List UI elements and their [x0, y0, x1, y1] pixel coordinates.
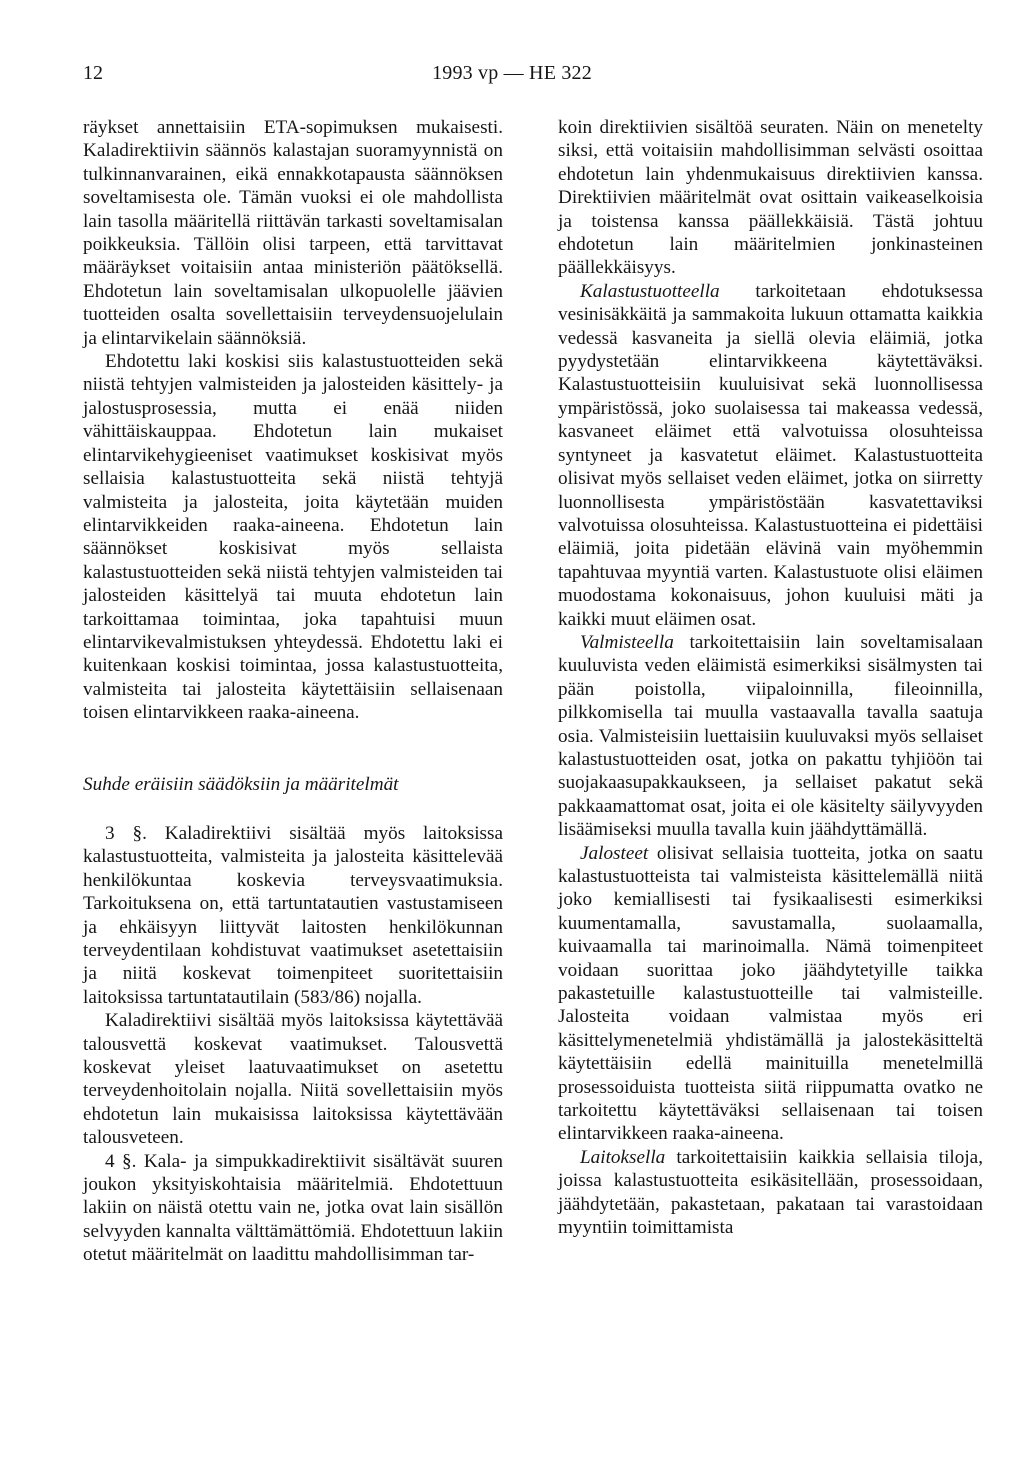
defined-term: Laitoksella — [580, 1146, 666, 1168]
paragraph: 3 §. Kaladirektiivi sisältää myös laitoksissa kalastustuotteita, valmisteita ja jalosteita käsittelevää henkilökuntaa koskevia terveysvaatimuksia. Tarkoituksena on, että tartuntatautien vastustamiseen ja ehkäisyyn liittyvät laitosten henkilökunnan terveydentilaan kohdistuvat vaatimukset asetettaisiin ja niitä koskevat toimenpiteet suoritettaisiin laitoksissa tartuntatautilain (583/86) nojalla. — [83, 822, 503, 1008]
section-heading: Suhde eräisiin säädöksiin ja määritelmät — [83, 773, 399, 795]
paragraph: räykset annettaisiin ETA-sopimuksen mukaisesti. Kaladirektiivin säännös kalastajan suoramyynnistä on tulkinnanvarainen, eikä ennakkotapausta säännöksen soveltamisesta ole. Tämän vuoksi ei ole mahdollista lain tasolla määritellä riittävän tarkasti soveltamisalan poikkeuksia. Tällöin olisi tarpeen, että tarvittavat määräykset voitaisiin antaa ministeriön päätöksellä. Ehdotetun lain soveltamisalan ulkopuolelle jäävien tuotteiden osalta sovellettaisiin terveydensuojelulain ja elintarvikelain säännöksiä. — [83, 117, 503, 349]
paragraph: koin direktiivien sisältöä seuraten. Näin on menetelty siksi, että voitaisiin mahdollisimman selvästi osoittaa ehdotetun lain yhdenmukaisuus direktiivien kanssa. Direktiivien määritelmät ovat osittain vaikeaselkoisia ja toistensa kanssa päällekkäisiä. Tästä johtuu ehdotetun lain määritelmien jonkinasteinen päällekkäisyys. — [558, 117, 983, 279]
definition-paragraph — [558, 280, 983, 631]
right-column — [558, 116, 983, 1240]
paragraph: Ehdotettu laki koskisi siis kalastustuotteiden sekä niistä tehtyjen valmisteiden ja jalosteiden käsittely- ja jalostusprosessia, mutta ei enää niiden vähittäiskauppaa. Ehdotetun lain mukaiset elintarvikehygieeniset vaatimukset koskisivat myös sellaisia kalastustuotteita sekä niistä tehtyjä valmisteita ja jalosteita, joita käytetään muiden elintarvikkeiden raaka-aineena. Ehdotetun lain säännökset koskisivat myös sellaista kalastustuotteiden sekä niistä tehtyjen valmisteiden tai jalosteiden käsittelyä tai muuta ehdotetun lain tarkoittamaa toimintaa, joka tapahtuisi muun elintarvikevalmistuksen yhteydessä. Ehdotettu laki ei kuitenkaan koskisi toimintaa, jossa kalastustuotteita, valmisteita tai jalosteita käytettäisiin sellaisenaan toisen elintarvikkeen raaka-aineena. — [83, 351, 503, 724]
definition-paragraph — [558, 631, 983, 842]
paragraph: Kaladirektiivi sisältää myös laitoksissa käytettävää talousvettä koskevat vaatimukset. Talousvettä koskevat yleiset laatuvaatimukset on asetettu terveydenhoitolain nojalla. Niitä sovellettaisiin myös ehdotetun lain mukaisissa laitoksissa käytettävään talousveteen. — [83, 1010, 503, 1149]
definition-paragraph — [558, 842, 983, 1146]
paragraph: 4 §. Kala- ja simpukkadirektiivit sisältävät suuren joukon yksityiskohtaisia määritelmiä. Ehdotettuun lakiin on näistä otettu vain ne, jotka ovat lain sisällön selvyyden kannalta välttämättömiä. Ehdotettuun lakiin otetut määritelmät on laadittu mahdollisimman tar- — [83, 1150, 503, 1266]
page-number: 12 — [83, 62, 103, 84]
definition-text: tarkoitettaisiin kaikkia sellaisia tiloja, joissa kalastustuotteita esikäsitellään, prosessoidaan, jäähdytetään, pakastetaan, pakataan tai varastoidaan myyntiin toimittamista — [558, 1146, 983, 1239]
defined-term: Jalosteet — [580, 842, 649, 864]
definition-paragraph — [558, 1146, 983, 1240]
defined-term: Valmisteella — [580, 631, 674, 653]
definition-text: olisivat sellaisia tuotteita, jotka on saatu kalastustuotteista tai valmisteista käsittelemällä niitä joko kemiallisesti tai fysikaalisesti esimerkiksi kuumentamalla, savustamalla, suolaamalla, kuivaamalla tai marinoimalla. Nämä toimenpiteet voidaan suorittaa joko jäähdytetyille taikka pakastetuille kalastustuotteille tai valmisteille. Jalosteita voidaan valmistaa myös eri käsittelymenetelmiä yhdistämällä ja jalostekäsitteltä käytettäisiin edellä mainituilla menetelmillä prosessoiduista tuotteista siitä riippumatta ovatko ne tarkoitettu käytettäväksi sellaisenaan tai toisen elintarvikkeen raaka-aineena. — [558, 842, 983, 1145]
definition-text: tarkoitettaisiin lain soveltamisalaan kuuluvista veden eläimistä esimerkiksi sisälmysten tai pään poistolla, viipaloinnilla, fileoinnilla, pilkkomisella tai muulla vastaavalla tavalla saatuja osia. Valmisteisiin luettaisiin kuuluvaksi myös sellaiset kalastustuotteiden osat, jotka on pakattu tyhjiöön tai suojakaasupakkaukseen, ja sellaiset pakatut sekä pakkaamattomat osat, joita ei ole käsitelty säilyvyyden lisäämiseksi muulla tavalla kuin jäähdyttämällä. — [558, 631, 983, 841]
defined-term: Kalastustuotteella — [580, 280, 720, 302]
left-column — [83, 116, 503, 1267]
definition-text: tarkoitetaan ehdotuksessa vesinisäkkäitä ja sammakoita lukuun ottamatta kaikkia vedessä kasvaneita ja siellä olevia eläimiä, jotka pyydystetään elintarvikkeena käytettäväksi. Kalastustuotteisiin kuuluisivat sekä luonnollisessa ympäristössä, joko suolaisessa tai makeassa vedessä, kasvaneet eläimet että valvotuissa olosuhteissa syntyneet ja kasvatetut eläimet. Kalastustuotteita olisivat myös sellaiset veden eläimet, jotka on siirretty luonnollisesta ympäristöstään kasvatettaviksi valvotuissa olosuhteissa. Kalastustuotteina ei pidettäisi eläimiä, joita pidetään elävinä vain myöhemmin tapahtuvaa myyntiä varten. Kalastustuote olisi eläimen muodostama kokonaisuus, johon kuuluisi mäti ja kaikki muut eläimen osat. — [558, 280, 983, 630]
running-header: 1993 vp — HE 322 — [432, 62, 592, 84]
